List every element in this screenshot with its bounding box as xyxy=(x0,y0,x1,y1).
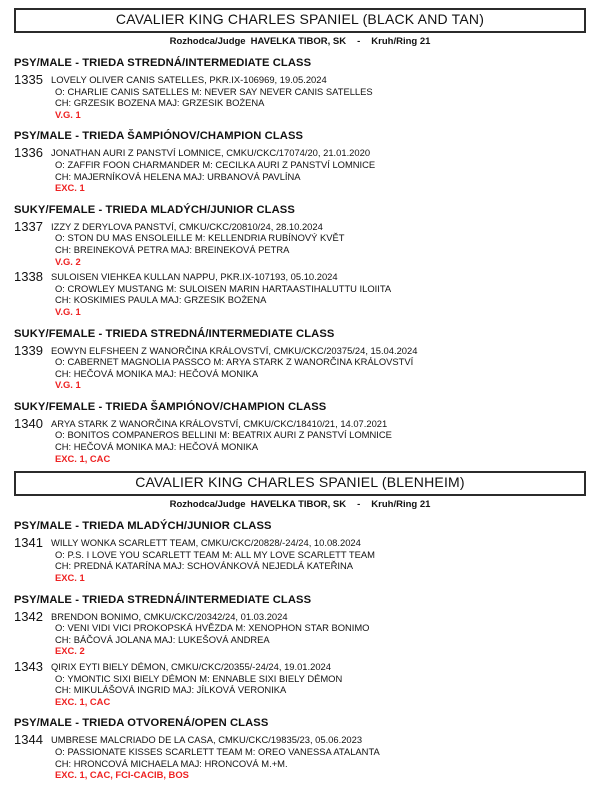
breeder-owner-line: CH: MIKULÁŠOVÁ INGRID MAJ: JÍLKOVÁ VERONIKA xyxy=(55,684,287,696)
class-header: PSY/MALE - TRIEDA STREDNÁ/INTERMEDIATE CLASS xyxy=(14,593,312,606)
breeder-owner-line: CH: HEČOVÁ MONIKA MAJ: HEČOVÁ MONIKA xyxy=(55,367,259,379)
dog-name-line: JONATHAN AURI Z PANSTVÍ LOMNICE, CMKU/CKC/17074/20, 21.01.2020 xyxy=(51,147,371,159)
result-line: EXC. 2 xyxy=(55,645,85,657)
class-header: PSY/MALE - TRIEDA OTVORENÁ/OPEN CLASS xyxy=(14,717,269,730)
class-block xyxy=(14,520,586,583)
parents-line: O: VENI VIDI VICI PROKOPSKÁ HVĚZDA M: XENOPHON STAR BONIMO xyxy=(55,622,370,634)
entry-number: 1339 xyxy=(14,342,43,358)
entry-row xyxy=(14,271,586,317)
class-header: SUKY/FEMALE - TRIEDA ŠAMPIÓNOV/CHAMPION CLASS xyxy=(14,400,327,413)
class-block xyxy=(14,401,586,464)
dog-name-line: BRENDON BONIMO, CMKU/CKC/20342/24, 01.03.2024 xyxy=(51,610,288,622)
entry-lines xyxy=(51,418,392,464)
ring-label: Kruh/Ring 21 xyxy=(371,499,431,511)
class-block xyxy=(14,204,586,318)
entry-number: 1338 xyxy=(14,269,43,285)
parents-line: O: P.S. I LOVE YOU SCARLETT TEAM M: ALL MY LOVE SCARLETT TEAM xyxy=(55,548,375,560)
parents-line: O: CROWLEY MUSTANG M: SULOISEN MARIN HARTAASTIHALUTTU ILOIITA xyxy=(55,282,392,294)
entry-lines xyxy=(51,734,380,780)
result-line: V.G. 1 xyxy=(55,108,81,120)
entry-number: 1337 xyxy=(14,218,43,234)
judge-name: HAVELKA TIBOR, SK xyxy=(250,499,347,511)
class-block xyxy=(14,717,586,780)
judge-separator: - xyxy=(357,499,361,511)
breeder-owner-line: CH: HEČOVÁ MONIKA MAJ: HEČOVÁ MONIKA xyxy=(55,441,259,453)
breeder-owner-line: CH: BREINEKOVÁ PETRA MAJ: BREINEKOVÁ PETRA xyxy=(55,243,290,255)
entry-row xyxy=(14,734,586,780)
result-line: EXC. 1 xyxy=(55,182,85,194)
entry-row xyxy=(14,147,586,193)
ring-label: Kruh/Ring 21 xyxy=(371,36,431,47)
entry-row xyxy=(14,415,586,464)
result-line: V.G. 1 xyxy=(55,305,81,317)
entry-number: 1340 xyxy=(14,415,43,431)
class-block xyxy=(14,130,586,193)
result-line: V.G. 2 xyxy=(55,255,81,267)
dog-name-line: IZZY Z DERYLOVA PANSTVÍ, CMKU/CKC/20810/24, 28.10.2024 xyxy=(51,220,323,232)
judge-separator: - xyxy=(357,36,361,47)
entry-number: 1336 xyxy=(14,145,43,161)
dog-name-line: QIRIX EYTI BIELY DÉMON, CMKU/CKC/20355/-24/24, 19.01.2024 xyxy=(51,661,331,672)
entry-lines xyxy=(51,147,375,193)
breeder-owner-line: CH: GRZESIK BOZENA MAJ: GRZESIK BOŻENA xyxy=(55,97,265,109)
breeder-owner-line: CH: KOSKIMIES PAULA MAJ: GRZESIK BOŻENA xyxy=(55,294,267,306)
judge-label: Rozhodca/Judge xyxy=(169,499,246,511)
parents-line: O: STON DU MAS ENSOLEILLE M: KELLENDRIA RUBÍNOVÝ KVĚT xyxy=(55,232,345,244)
entry-number: 1335 xyxy=(14,72,43,87)
entry-lines xyxy=(51,661,342,707)
dog-name-line: SULOISEN VIEHKEA KULLAN NAPPU, PKR.IX-107193, 05.10.2024 xyxy=(51,271,338,283)
parents-line: O: CHARLIE CANIS SATELLES M: NEVER SAY NEVER CANIS SATELLES xyxy=(55,85,373,97)
entry-lines xyxy=(51,271,391,317)
judge-label: Rozhodca/Judge xyxy=(169,36,246,47)
breed-section xyxy=(14,8,586,464)
entry-number: 1341 xyxy=(14,535,43,551)
entry-number: 1344 xyxy=(14,732,43,748)
entry-number: 1343 xyxy=(14,659,43,674)
dog-name-line: EOWYN ELFSHEEN Z WANORČINA KRÁLOVSTVÍ, CMKU/CKC/20375/24, 15.04.2024 xyxy=(51,344,418,356)
dog-name-line: UMBRESE MALCRIADO DE LA CASA, CMKU/CKC/19835/23, 05.06.2023 xyxy=(51,734,363,746)
result-line: EXC. 1 xyxy=(55,572,85,584)
class-block xyxy=(14,328,586,391)
entry-row xyxy=(14,342,586,391)
parents-line: O: CABERNET MAGNOLIA PASSCO M: ARYA STARK Z WANORČINA KRÁLOVSTVÍ xyxy=(55,356,414,368)
breeder-owner-line: CH: HRONCOVÁ MICHAELA MAJ: HRONCOVÁ M.+M. xyxy=(55,757,288,769)
judge-line xyxy=(14,499,586,510)
result-line: V.G. 1 xyxy=(55,379,81,391)
entry-row xyxy=(14,661,586,707)
breeder-owner-line: CH: BÁČOVÁ JOLANA MAJ: LUKEŠOVÁ ANDREA xyxy=(55,633,270,645)
entry-number: 1342 xyxy=(14,608,43,624)
class-block xyxy=(14,594,586,708)
entry-lines xyxy=(51,345,417,391)
breed-header-box xyxy=(14,8,586,33)
result-line: EXC. 1, CAC, FCI-CACIB, BOS xyxy=(55,769,189,781)
result-line: EXC. 1, CAC xyxy=(55,695,111,707)
judge-line xyxy=(14,36,586,47)
breed-title: CAVALIER KING CHARLES SPANIEL (BLENHEIM) xyxy=(135,474,465,491)
judge-name: HAVELKA TIBOR, SK xyxy=(250,36,347,47)
dog-name-line: LOVELY OLIVER CANIS SATELLES, PKR.IX-106969, 19.05.2024 xyxy=(51,74,327,85)
parents-line: O: YMONTIC SIXI BIELY DÉMON M: ENNABLE SIXI BIELY DÉMON xyxy=(55,672,343,684)
entry-lines xyxy=(51,221,345,267)
class-header: PSY/MALE - TRIEDA STREDNÁ/INTERMEDIATE CLASS xyxy=(14,57,312,69)
entry-lines xyxy=(51,537,375,583)
entry-lines xyxy=(51,611,369,657)
class-header: PSY/MALE - TRIEDA MLADÝCH/JUNIOR CLASS xyxy=(14,520,272,533)
parents-line: O: ZAFFIR FOON CHARMANDER M: CECILKA AURI Z PANSTVÍ LOMNICE xyxy=(55,158,376,170)
class-header: PSY/MALE - TRIEDA ŠAMPIÓNOV/CHAMPION CLASS xyxy=(14,130,304,143)
dog-name-line: WILLY WONKA SCARLETT TEAM, CMKU/CKC/20828/-24/24, 10.08.2024 xyxy=(51,537,361,549)
breed-title: CAVALIER KING CHARLES SPANIEL (BLACK AND TAN) xyxy=(115,11,485,27)
breeder-owner-line: CH: MAJERNÍKOVÁ HELENA MAJ: URBANOVÁ PAVLÍNA xyxy=(55,170,301,182)
dog-name-line: ARYA STARK Z WANORČINA KRÁLOVSTVÍ, CMKU/CKC/18410/21, 14.07.2021 xyxy=(51,417,388,429)
breed-section xyxy=(14,471,586,781)
entry-row xyxy=(14,608,586,657)
breed-header-box xyxy=(14,471,586,496)
parents-line: O: PASSIONATE KISSES SCARLETT TEAM M: OREO VANESSA ATALANTA xyxy=(55,745,380,757)
entry-row xyxy=(14,74,586,120)
breeder-owner-line: CH: PREDNÁ KATARÍNA MAJ: SCHOVÁNKOVÁ NEJEDLÁ KATEŘINA xyxy=(55,560,353,572)
result-line: EXC. 1, CAC xyxy=(55,452,111,464)
entry-lines xyxy=(51,74,373,120)
class-block xyxy=(14,57,586,120)
catalog-page xyxy=(14,8,586,781)
class-header: SUKY/FEMALE - TRIEDA MLADÝCH/JUNIOR CLASS xyxy=(14,203,295,216)
entry-row xyxy=(14,218,586,267)
entry-row xyxy=(14,537,586,583)
class-header: SUKY/FEMALE - TRIEDA STREDNÁ/INTERMEDIATE CLASS xyxy=(14,327,335,340)
parents-line: O: BONITOS COMPANEROS BELLINI M: BEATRIX AURI Z PANSTVÍ LOMNICE xyxy=(55,429,392,441)
